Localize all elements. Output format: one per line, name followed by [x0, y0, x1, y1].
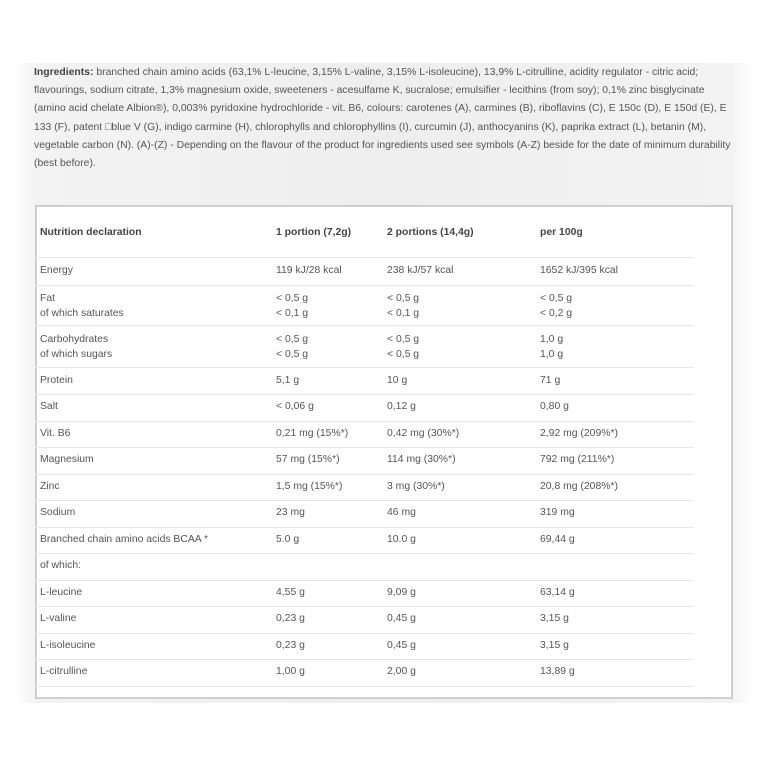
row-portion-2: 3 mg (30%*)	[387, 481, 445, 492]
row-portion-2: 10 g	[387, 375, 408, 386]
table-row	[35, 428, 694, 448]
table-row	[35, 401, 694, 422]
row-per-100g: 792 mg (211%*)	[540, 454, 615, 465]
row-portion-2: 0,45 g	[387, 613, 416, 624]
ingredients-label: Ingredients:	[34, 67, 94, 78]
row-portion-1: 23 mg	[276, 507, 305, 518]
row-per-100g: 2,92 mg (209%*)	[540, 428, 618, 439]
ingredients-paragraph	[34, 64, 738, 173]
row-portion-1: 5,1 g	[276, 375, 300, 386]
row-name: Zinc	[40, 481, 60, 492]
row-per-100g: 0,80 g	[540, 401, 569, 412]
row-portion-2: 114 mg (30%*)	[387, 454, 456, 465]
row-name: L-valine	[40, 613, 77, 624]
table-header-row	[35, 227, 694, 258]
row-per-100g-sub: < 0,2 g	[540, 308, 573, 319]
row-name: Branched chain amino acids BCAA *	[40, 534, 209, 545]
row-per-100g: 3,15 g	[540, 640, 569, 651]
row-portion-1: 119 kJ/28 kcal	[276, 265, 342, 276]
row-name: Vit. B6	[40, 428, 71, 439]
row-per-100g: 63,14 g	[540, 587, 575, 598]
header-two-portions: 2 portions (14,4g)	[387, 227, 474, 238]
row-portion-2-sub: < 0,5 g	[387, 349, 420, 360]
row-portion-1: 0,23 g	[276, 640, 305, 651]
row-portion-2: 9,09 g	[387, 587, 416, 598]
row-per-100g-sub: 1,0 g	[540, 349, 564, 360]
row-per-100g: 1,0 g	[540, 334, 564, 345]
row-name: Salt	[40, 401, 58, 412]
row-per-100g: 13,89 g	[540, 666, 575, 677]
header-nutrition-declaration: Nutrition declaration	[40, 227, 142, 238]
row-portion-1: 4,55 g	[276, 587, 305, 598]
row-name: L-citrulline	[40, 666, 88, 677]
row-portion-1: 1,5 mg (15%*)	[276, 481, 343, 492]
row-portion-1: 0,21 mg (15%*)	[276, 428, 349, 439]
table-row	[35, 291, 694, 326]
row-portion-1: 5.0 g	[276, 534, 300, 545]
header-one-portion: 1 portion (7,2g)	[276, 227, 352, 238]
row-portion-1-sub: < 0,5 g	[276, 349, 309, 360]
row-portion-2: 10.0 g	[387, 534, 416, 545]
row-name: L-isoleucine	[40, 640, 96, 651]
row-portion-1: 0,23 g	[276, 613, 305, 624]
row-name: Fat	[40, 293, 56, 304]
row-portion-1: 57 mg (15%*)	[276, 454, 340, 465]
row-name: Energy	[40, 265, 73, 276]
table-row	[35, 666, 694, 687]
row-per-100g: 3,15 g	[540, 613, 569, 624]
table-row	[35, 640, 694, 660]
row-portion-2-sub: < 0,1 g	[387, 308, 420, 319]
row-portion-1: < 0,5 g	[276, 334, 309, 345]
table-row	[35, 332, 694, 368]
row-name: Magnesium	[40, 454, 94, 465]
row-portion-2: 0,45 g	[387, 640, 416, 651]
row-portion-1: 1,00 g	[276, 666, 305, 677]
row-name: Protein	[40, 375, 73, 386]
row-portion-2: 238 kJ/57 kcal	[387, 265, 454, 276]
row-portion-2: 0,42 mg (30%*)	[387, 428, 460, 439]
row-per-100g: 1652 kJ/395 kcal	[540, 265, 618, 276]
row-per-100g: 20,8 mg (208%*)	[540, 481, 618, 492]
row-portion-2: 46 mg	[387, 507, 416, 518]
table-row	[35, 265, 694, 286]
table-row	[35, 613, 694, 634]
table-row	[35, 507, 694, 528]
row-portion-2: < 0,5 g	[387, 293, 420, 304]
row-name: L-leucine	[40, 587, 83, 598]
table-row	[35, 481, 694, 501]
row-portion-2: 0,12 g	[387, 401, 416, 412]
row-name: of which:	[40, 560, 82, 571]
row-per-100g: 69,44 g	[540, 534, 575, 545]
row-portion-1: < 0,06 g	[276, 401, 314, 412]
row-per-100g: 71 g	[540, 375, 561, 386]
row-name: Carbohydrates	[40, 334, 109, 345]
row-subname: of which sugars	[40, 349, 113, 360]
row-subname: of which saturates	[40, 308, 124, 319]
header-per-100g: per 100g	[540, 227, 583, 238]
row-portion-2: 2,00 g	[387, 666, 416, 677]
row-portion-1-sub: < 0,1 g	[276, 308, 309, 319]
ingredients-text: branched chain amino acids (63,1% L-leucine, 3,15% L-valine, 3,15% L-isoleucine), 13,9% L-citrulline, acidity regulator - citric acid; flavourings, sodium citrate, 1,3% magnesium oxide, sweeteners - acesulfame K, sucralose; emulsifier - lecithins (from soy); 0,1% zinc bisglycinate (amino acid chelate Albion®), 0,003% pyridoxine hydrochloride - vit. B6, colours: carotenes (A), carmines (B), riboflavins (C), E 150c (D), E 150d (E), E 133 (F), patent □blue V (G), indigo carmine (H), chlorophylls and chlorophyllins (I), curcumin (J), anthocyanins (K), paprika extract (L), betanin (M), vegetable carbon (N). (A)-(Z) - Depending on the flavour of the product for ingredients used see symbols (A-Z) beside for the date of minimum durability (best before).	[34, 67, 731, 170]
row-per-100g: < 0,5 g	[540, 293, 573, 304]
table-row	[35, 587, 694, 607]
table-row	[35, 534, 694, 554]
row-name: Sodium	[40, 507, 76, 518]
table-row	[35, 454, 694, 475]
row-portion-2: < 0,5 g	[387, 334, 420, 345]
table-row	[35, 560, 694, 581]
row-portion-1: < 0,5 g	[276, 293, 309, 304]
row-per-100g: 319 mg	[540, 507, 575, 518]
table-row	[35, 375, 694, 395]
